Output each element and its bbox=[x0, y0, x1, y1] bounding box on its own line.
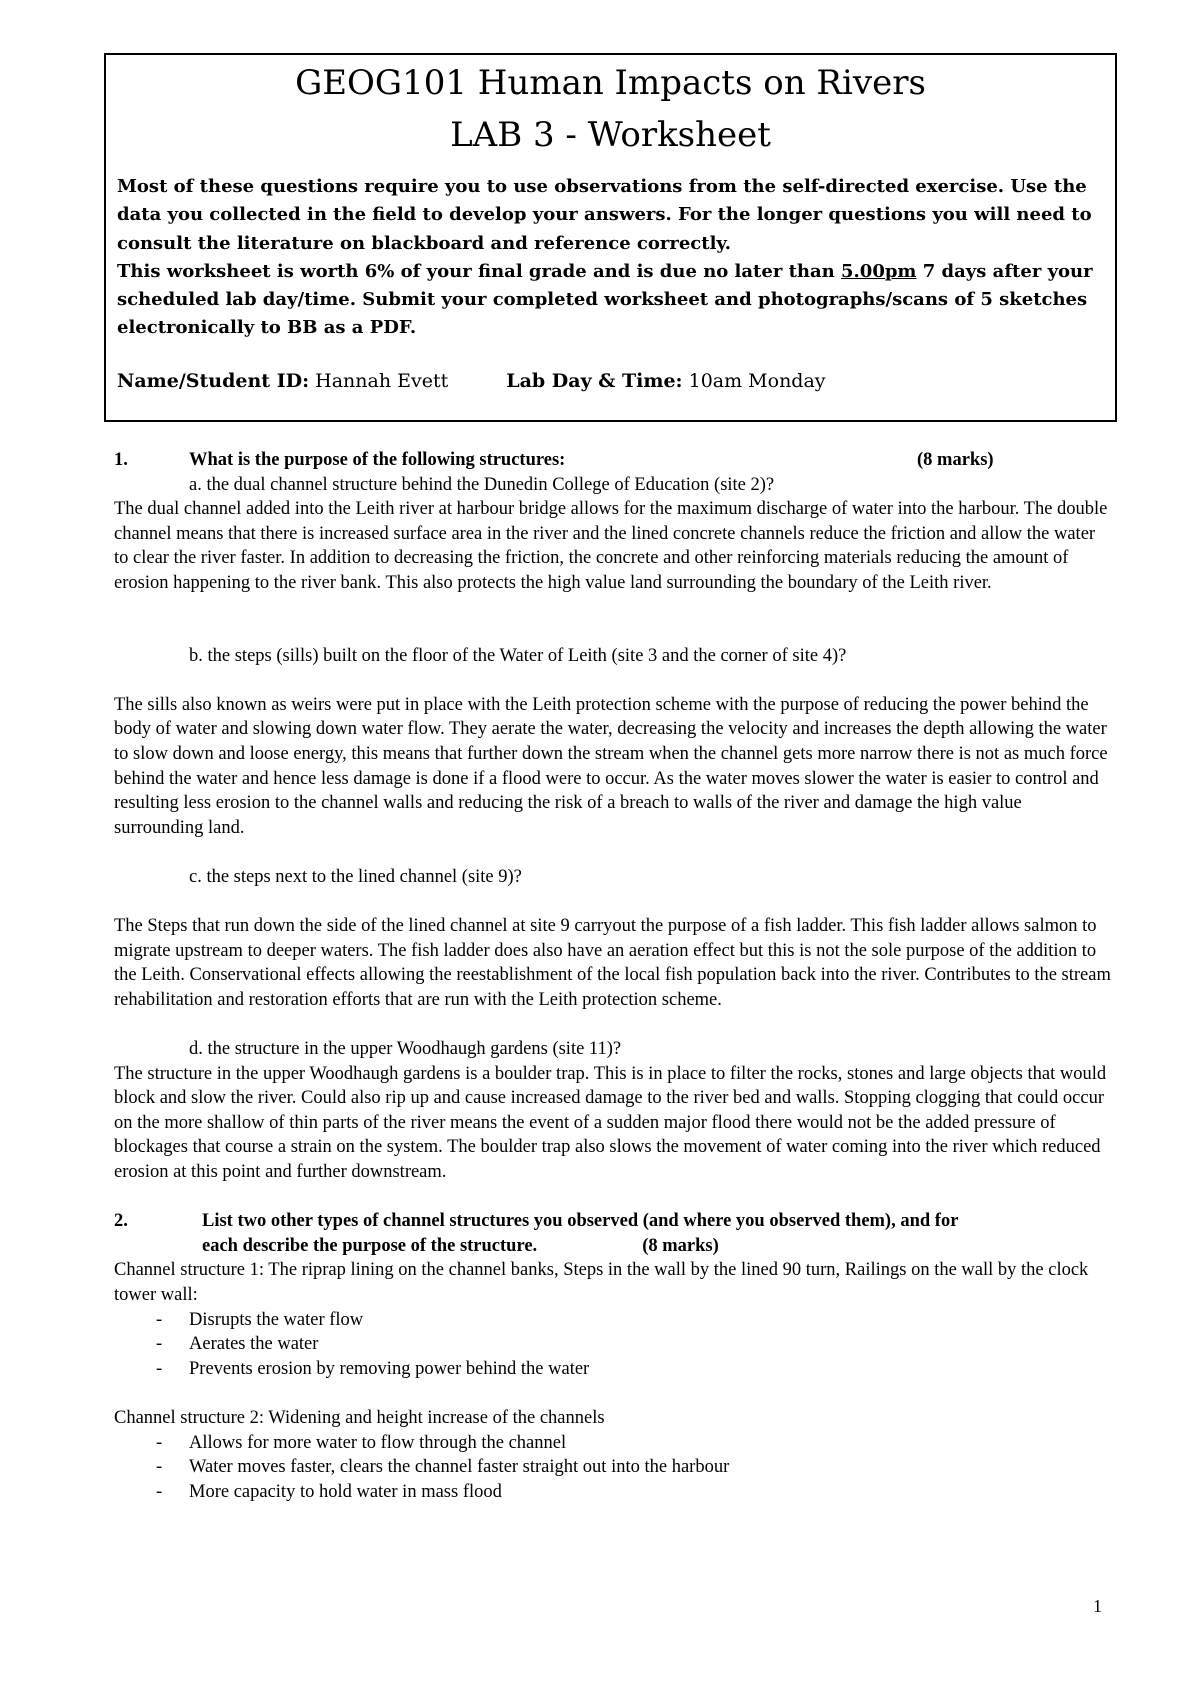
question-1d-answer: The structure in the upper Woodhaugh gardens is a boulder trap. This is in place to filter the rocks, stones and large objects that would block and slow the river. Could also rip up and cause increased damage to the river bed and walls. Stopping clogging that could occur on the more shallow of thin parts of the river means the event of a sudden major flood there would not be the added pressure of blockages that course a strain on the system. The boulder trap also slows the movement of water coming into the river which reduced erosion at this point and further downstream. bbox=[114, 1063, 1107, 1183]
list-item: - More capacity to hold water in mass flood bbox=[156, 1481, 502, 1502]
question-1c-answer: The Steps that run down the side of the lined channel at site 9 carryout the purpose of a fish ladder. This fish ladder allows salmon to migrate upstream to deeper waters. The fish ladder does also have an aeration effect but this is not the sole purpose of the addition to the Leith. Conservational effects allowing the reestablishment of the local fish population back into the river. Contributes to the stream rehabilitation and restoration efforts that are run with the Leith protection scheme. bbox=[114, 916, 1111, 1010]
name-value: Hannah Evett bbox=[315, 370, 449, 392]
lab-day-value: 10am Monday bbox=[688, 370, 826, 392]
question-1-number: 1. bbox=[114, 450, 128, 470]
question-1-heading bbox=[114, 448, 1114, 473]
question-2-number: 2. bbox=[114, 1211, 128, 1232]
document-subtitle: LAB 3 - Worksheet bbox=[450, 115, 771, 155]
question-2-heading bbox=[114, 1209, 1114, 1258]
instructions bbox=[117, 173, 1107, 343]
instructions-paragraph-2: This worksheet is worth 6% of your final grade and is due no later than 5.00pm 7 days after your scheduled lab day/time. Submit your completed worksheet and photographs/scans of 5 sketches electronically to BB as a PDF. bbox=[117, 260, 1093, 339]
lab-day-label: Lab Day & Time: bbox=[506, 370, 683, 392]
due-time: 5.00pm bbox=[841, 260, 917, 282]
document-title: GEOG101 Human Impacts on Rivers bbox=[295, 63, 926, 103]
question-1a-prompt: a. the dual channel structure behind the Dunedin College of Education (site 2)? bbox=[189, 474, 775, 495]
question-1b-answer: The sills also known as weirs were put in place with the Leith protection scheme with the purpose of reducing the power behind the body of water and slowing down water flow. They aerate the water, decreasing the velocity and increases the depth allowing the water to slow down and loose energy, this means that further down the stream when the channel gets more narrow there is not as much force behind the water and hence less damage is done if a flood were to occur. As the water moves slower the water is easier to control and resulting less erosion to the channel walls and reducing the risk of a breach to walls of the river and damage the high value surrounding land. bbox=[114, 694, 1108, 838]
question-1b-prompt: b. the steps (sills) built on the floor of the Water of Leith (site 3 and the corner of site 4)? bbox=[189, 645, 847, 666]
question-1d-prompt: d. the structure in the upper Woodhaugh gardens (site 11)? bbox=[189, 1039, 622, 1060]
question-1a-answer: The dual channel added into the Leith river at harbour bridge allows for the maximum discharge of water into the harbour. The double channel means that there is increased surface area in the river and the lined concrete channels reduce the friction and allow the water to clear the river faster. In addition to decreasing the friction, the concrete and other reinforcing materials reducing the amount of erosion happening to the river bank. This also protects the high value land surrounding the boundary of the Leith river. bbox=[114, 499, 1108, 593]
list-item: - Allows for more water to flow through the channel bbox=[156, 1432, 567, 1453]
channel-structure-2-text: Channel structure 2: Widening and height increase of the channels bbox=[114, 1407, 605, 1428]
header-box bbox=[104, 53, 1117, 422]
list-item: - Aerates the water bbox=[156, 1334, 319, 1355]
channel-structure-1-text: Channel structure 1: The riprap lining on the channel banks, Steps in the wall by the lined 90 turn, Railings on the wall by the clock tower wall: bbox=[114, 1260, 1089, 1305]
student-info-row bbox=[117, 367, 826, 395]
question-2-text-line-1: List two other types of channel structures you observed (and where you observed them), and for bbox=[202, 1211, 959, 1232]
question-1-marks: (8 marks) bbox=[917, 450, 994, 470]
page-number: 1 bbox=[1093, 1596, 1102, 1616]
list-item: - Disrupts the water flow bbox=[156, 1309, 364, 1330]
question-1c-prompt: c. the steps next to the lined channel (site 9)? bbox=[189, 866, 522, 887]
worksheet-body bbox=[114, 448, 1114, 1504]
list-item: - Prevents erosion by removing power behind the water bbox=[156, 1358, 590, 1379]
name-label: Name/Student ID: bbox=[117, 370, 310, 392]
list-item: - Water moves faster, clears the channel faster straight out into the harbour bbox=[156, 1457, 730, 1478]
question-2-text-line-2: each describe the purpose of the structure. (8 marks) bbox=[202, 1235, 719, 1256]
instructions-paragraph-1: Most of these questions require you to use observations from the self-directed exercise. Use the data you collected in the field to develop your answers. For the longer questions you will need to consult the literature on blackboard and reference correctly. bbox=[117, 176, 1092, 254]
question-1-text: What is the purpose of the following structures: bbox=[189, 450, 566, 470]
question-2-marks: (8 marks) bbox=[642, 1235, 719, 1256]
